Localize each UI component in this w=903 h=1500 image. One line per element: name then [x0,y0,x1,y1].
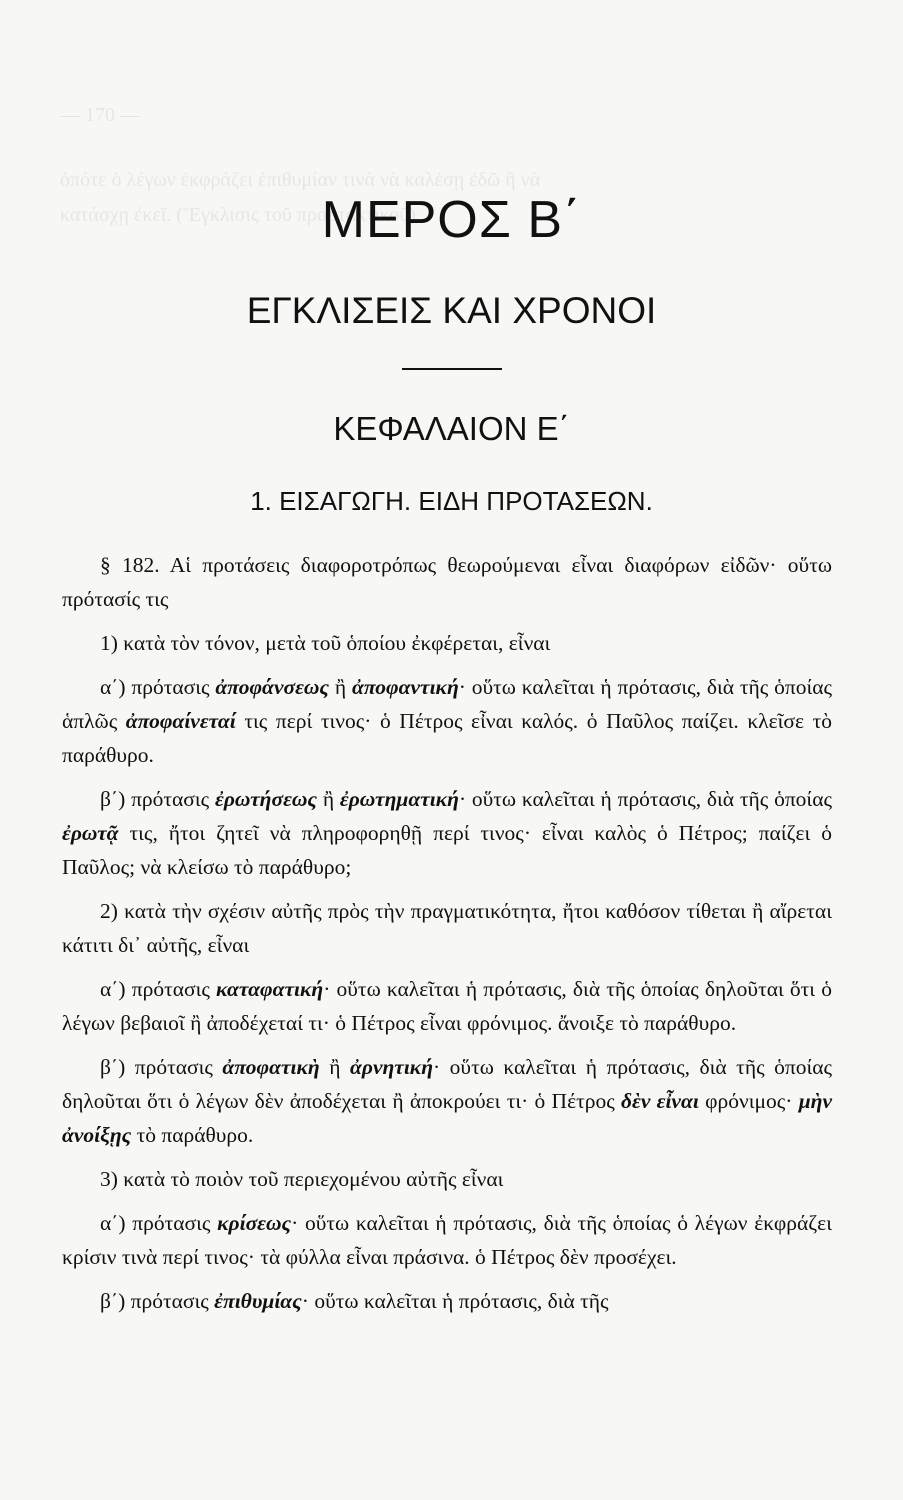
key-term: ἀποφαίνεταί [125,709,236,733]
paragraph: 1) κατὰ τὸν τόνον, μετὰ τοῦ ὁποίου ἐκφέρεται, εἶναι [100,631,551,655]
paragraph: β΄) πρότασις ἐπιθυμίας· οὕτω καλεῖται ἡ πρότασις, διὰ τῆς [100,1289,609,1313]
key-term: μὴν ἀνοίξῃς [62,1089,833,1147]
paragraph: β΄) πρότασις ἀποφατικὴ ἢ ἀρνητική· οὕτω καλεῖται ἡ πρότασις, διὰ τῆς ὁποίας δηλοῦται ὅτι ὁ λέγων δὲν ἀποδέχεται ἢ ἀποκρούει τι· ὁ Πέτρος δὲν εἶναι φρόνιμος· μὴν ἀνοίξῃς τὸ παράθυρο. [62,1055,833,1147]
part-subtitle: ΕΓΚΛΙΣΕΙΣ ΚΑΙ ΧΡΟΝΟΙ [246,290,657,331]
key-term: ἐρωτᾷ [62,821,119,845]
key-term: ἐρωτήσεως [215,787,318,811]
section-heading: 1. ΕΙΣΑΓΩΓΗ. ΕΙΔΗ ΠΡΟΤΑΣΕΩΝ. [250,486,653,516]
body-text [62,548,832,1328]
chapter-heading: ΚΕΦΑΛΑΙΟΝ Ε΄ [333,410,570,447]
key-term: ἐπιθυμίας [214,1289,302,1313]
paragraph: β΄) πρότασις ἐρωτήσεως ἢ ἐρωτηματική· οὕτω καλεῖται ἡ πρότασις, διὰ τῆς ὁποίας ἐρωτᾷ τις, ἤτοι ζητεῖ νὰ πληροφορηθῇ περί τινος· εἶναι καλὸς ὁ Πέτρος; παίζει ὁ Παῦλος; νὰ κλείσω τὸ παράθυρο; [62,787,832,879]
bleed-through-text: — 170 — [60,104,140,126]
paragraph: α΄) πρότασις καταφατική· οὕτω καλεῖται ἡ πρότασις, διὰ τῆς ὁποίας δηλοῦται ὅτι ὁ λέγων βεβαιοῖ ἢ ἀποδέχεταί τι· ὁ Πέτρος εἶναι φρόνιμος. ἄνοιξε τὸ παράθυρο. [62,977,832,1035]
key-term: καταφατική [216,977,324,1001]
paragraph: α΄) πρότασις ἀποφάνσεως ἢ ἀποφαντική· οὕτω καλεῖται ἡ πρότασις, διὰ τῆς ὁποίας ἁπλῶς ἀποφαίνεταί τις περί τινος· ὁ Πέτρος εἶναι καλός. ὁ Παῦλος παίζει. κλεῖσε τὸ παράθυρο. [62,675,833,767]
divider [402,368,502,370]
paragraph: § 182. Αἱ προτάσεις διαφοροτρόπως θεωρούμεναι εἶναι διαφόρων εἰδῶν· οὕτω πρότασίς τις [62,553,832,611]
paragraph: 3) κατὰ τὸ ποιὸν τοῦ περιεχομένου αὐτῆς εἶναι [100,1167,504,1191]
key-term: ἀρνητική [349,1055,433,1079]
key-term: ἀποφατικὴ [222,1055,320,1079]
paragraph: 2) κατὰ τὴν σχέσιν αὐτῆς πρὸς τὴν πραγματικότητα, ἤτοι καθόσον τίθεται ἢ αἴρεται κάτιτι δι᾿ αὐτῆς, εἶναι [62,899,832,957]
key-term: ἀποφαντική [351,675,459,699]
paragraph: α΄) πρότασις κρίσεως· οὕτω καλεῖται ἡ πρότασις, διὰ τῆς ὁποίας ὁ λέγων ἐκφράζει κρίσιν τινὰ περί τινος· τὰ φύλλα εἶναι πράσινα. ὁ Πέτρος δὲν προσέχει. [62,1211,832,1269]
key-term: δὲν εἶναι [621,1089,699,1113]
key-term: ἐρωτηματική [339,787,459,811]
part-heading: ΜΕΡΟΣ Β΄ [321,191,582,249]
bleed-through-text: κατάσχῃ ἐκεῖ. (Ἔγκλισις τοῦ προστακτικοῦ) [60,204,416,226]
key-term: ἀποφάνσεως [215,675,330,699]
bleed-through-text: ὁπότε ὁ λέγων ἐκφράζει ἐπιθυμίαν τινὰ νὰ καλέσῃ ἐδῶ ἢ νὰ [60,169,541,191]
key-term: κρίσεως [217,1211,292,1235]
